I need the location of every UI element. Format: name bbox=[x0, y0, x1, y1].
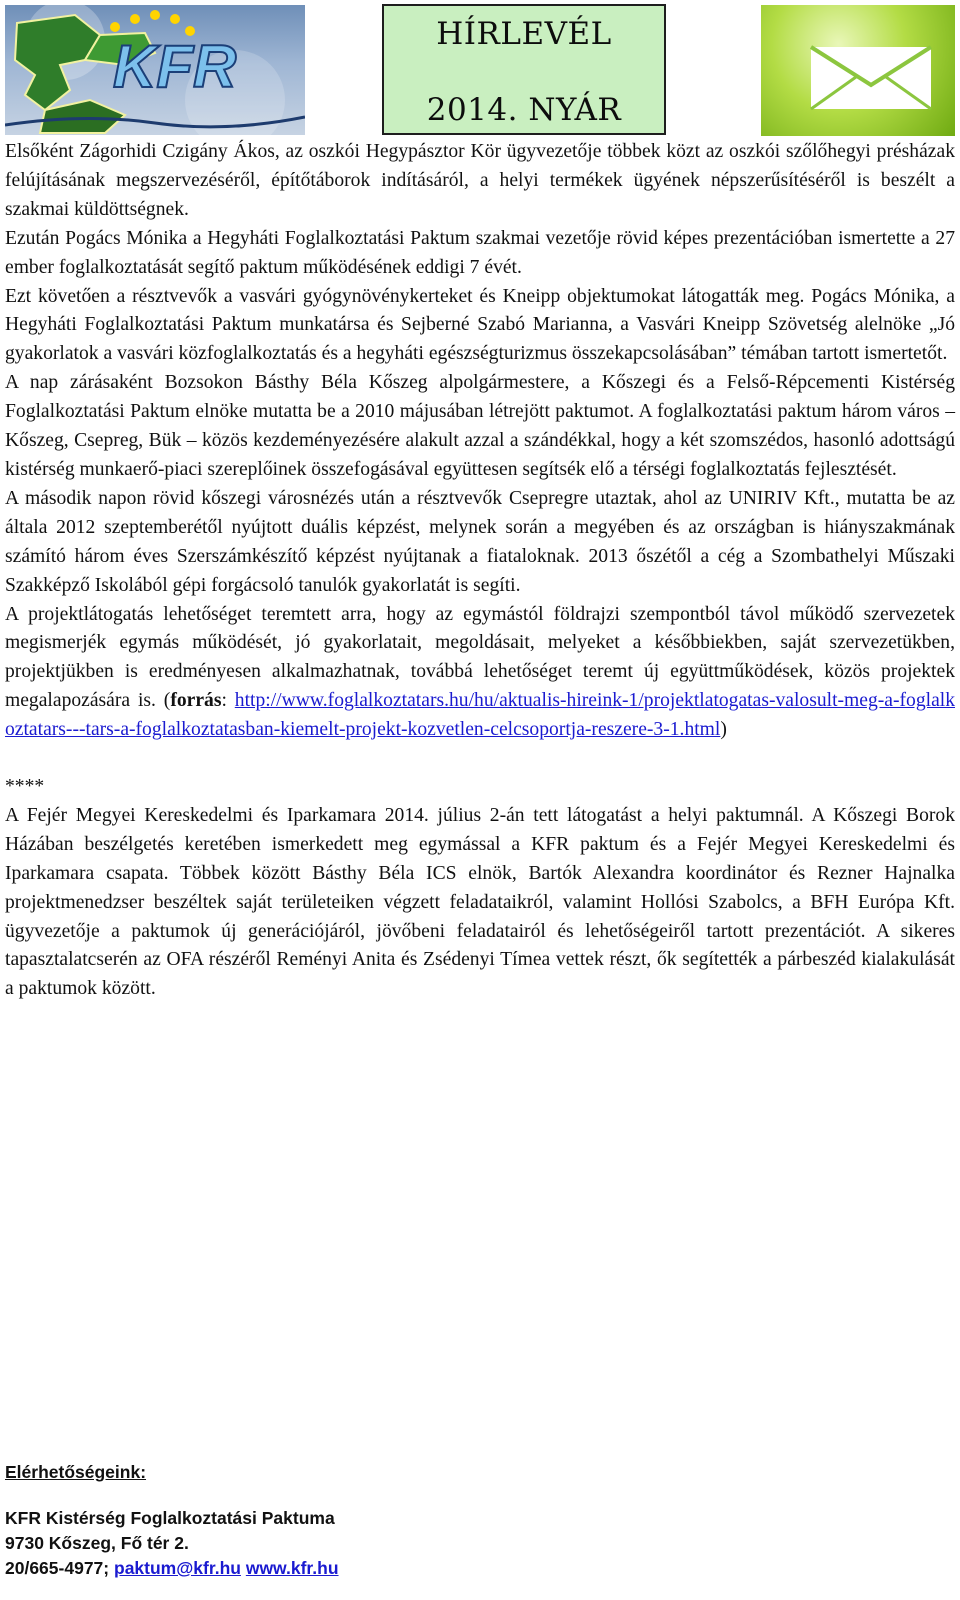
section-separator: **** bbox=[5, 776, 45, 798]
source-close: ) bbox=[720, 719, 727, 741]
article-paragraph-text: A projektlátogatás lehetőséget teremtett arra, hogy az egymástól földrajzi szempontból távol működő szervezetek megismerjék egymás működését, jó gyakorlatait, megoldásait, melyeket a későbbiekben, saját szervezetükben, projektjükben is eredményesen alkalmazhatnak, továbbá lehetőséget teremt új együttműködések, közös projektek megalapozására is. ( bbox=[5, 603, 955, 712]
article-paragraph: A Fejér Megyei Kereskedelmi és Iparkamara 2014. július 2-án tett látogatást a helyi paktumnál. A Kőszegi Borok Házában beszélgetés keretében ismerkedett meg egymással a KFR paktum és a Fejér Megyei Kereskedelmi és Iparkamara csapata. Többek között Básthy Béla ICS elnök, Bartók Alexandra koordinátor és Rezner Hajnalka projektmenedzser beszéltek saját területeiken végzett feladataikról, valamint Hollósi Szabolcs, a BFH Európa Kft. ügyvezetője a paktumok új generációjáról, jövőbeni feladatairól és lehetőségeiről tartott prezentációt. A sikeres tapasztalatcserén az OFA részéről Reményi Anita és Zsédenyi Tímea vettek részt, ők segítették a párbeszéd kialakulását a paktumok között. bbox=[5, 804, 955, 1000]
contact-web-link[interactable]: www.kfr.hu bbox=[245, 1558, 339, 1578]
source-label: forrás bbox=[170, 690, 222, 712]
envelope-icon bbox=[761, 5, 955, 136]
contact-org: KFR Kistérség Foglalkoztatási Paktuma bbox=[5, 1508, 335, 1528]
newsletter-edition: 2014. NYÁR bbox=[426, 92, 622, 128]
contact-block bbox=[5, 1460, 955, 1581]
article-paragraph: Ezután Pogács Mónika a Hegyháti Foglalkoztatási Paktum szakmai vezetője rövid képes prezentációban ismertette a 27 ember foglalkoztatását segítő paktum működésének eddigi 7 évét. bbox=[5, 227, 955, 278]
article-body bbox=[5, 138, 955, 1004]
contact-address: 9730 Kőszeg, Fő tér 2. bbox=[5, 1533, 189, 1553]
newsletter-header bbox=[0, 0, 960, 140]
article-paragraph: A második napon rövid kőszegi városnézés után a résztvevők Csepregre utaztak, ahol az UNIRIV Kft., mutatta be az általa 2012 szeptemberétől nyújtott duális képzést, melynek során a megyében és az országban is hiányszakmának számító három éves Szerszámkészítő képzést nyújtanak a fiataloknak. 2013 őszétől a cég a Szombathelyi Műszaki Szakképző Iskolából gépi forgácsoló tanulók gyakorlatát is segíti. bbox=[5, 487, 955, 596]
contact-heading: Elérhetőségeink: bbox=[5, 1462, 147, 1482]
svg-text:KFR: KFR bbox=[113, 33, 237, 100]
kfr-logo-graphic bbox=[5, 5, 305, 135]
article-paragraph: Ezt követően a résztvevők a vasvári gyógynövénykerteket és Kneipp objektumokat látogatták meg. Pogács Mónika, a Hegyháti Foglalkoztatási Paktum munkatársa és Sejberné Szabó Marianna, a Vasvári Kneipp Szövetség alelnöke „Jó gyakorlatok a vasvári közfoglalkoztatás és a hegyháti egészségturizmus összekapcsolásában” témában tartott ismertetőt. bbox=[5, 285, 955, 365]
envelope-image bbox=[761, 5, 955, 136]
newsletter-title-box bbox=[382, 4, 666, 135]
article-paragraph: A nap zárásaként Bozsokon Básthy Béla Kőszeg alpolgármestere, a Kőszegi és a Felső-Répcementi Kistérség Foglalkoztatási Paktum elnöke mutatta be a 2010 májusában létrejött paktumot. A foglalkoztatási paktum három város – Kőszeg, Csepreg, Bük – közös kezdeményezésére alakult azzal a szándékkal, hogy a két szomszédos, hasonló adottságú kistérség munkaerő-piaci szereplőinek összefogásával együttesen segítsék elő a térségi foglalkoztatás fejlesztését. bbox=[5, 372, 955, 480]
source-colon: : bbox=[221, 690, 235, 712]
contact-phone: 20/665-4977; bbox=[5, 1558, 110, 1578]
kfr-logo bbox=[5, 5, 305, 135]
contact-line bbox=[5, 1556, 955, 1581]
newsletter-title: HÍRLEVÉL bbox=[436, 16, 612, 52]
article-paragraph-source bbox=[5, 601, 955, 746]
contact-email-link[interactable]: paktum@kfr.hu bbox=[114, 1558, 241, 1578]
source-link[interactable]: http://www.foglalkoztatars.hu/hu/aktualis-hireink-1/projektlatogatas-valosult-meg-a-foglalkoztatars---tars-a-foglalkoztatasban-kiemelt-projekt-kozvetlen-celcsoportja-reszere-3-1.html bbox=[5, 690, 956, 741]
article-paragraph: Elsőként Zágorhidi Czigány Ákos, az oszkói Hegypásztor Kör ügyvezetője többek közt az oszkói szőlőhegyi présházak felújításának megszervezéséről, építőtáborok indításáról, a helyi termékek ügyének népszerűsítéséről is beszélt a szakmai küldöttségnek. bbox=[5, 141, 955, 220]
